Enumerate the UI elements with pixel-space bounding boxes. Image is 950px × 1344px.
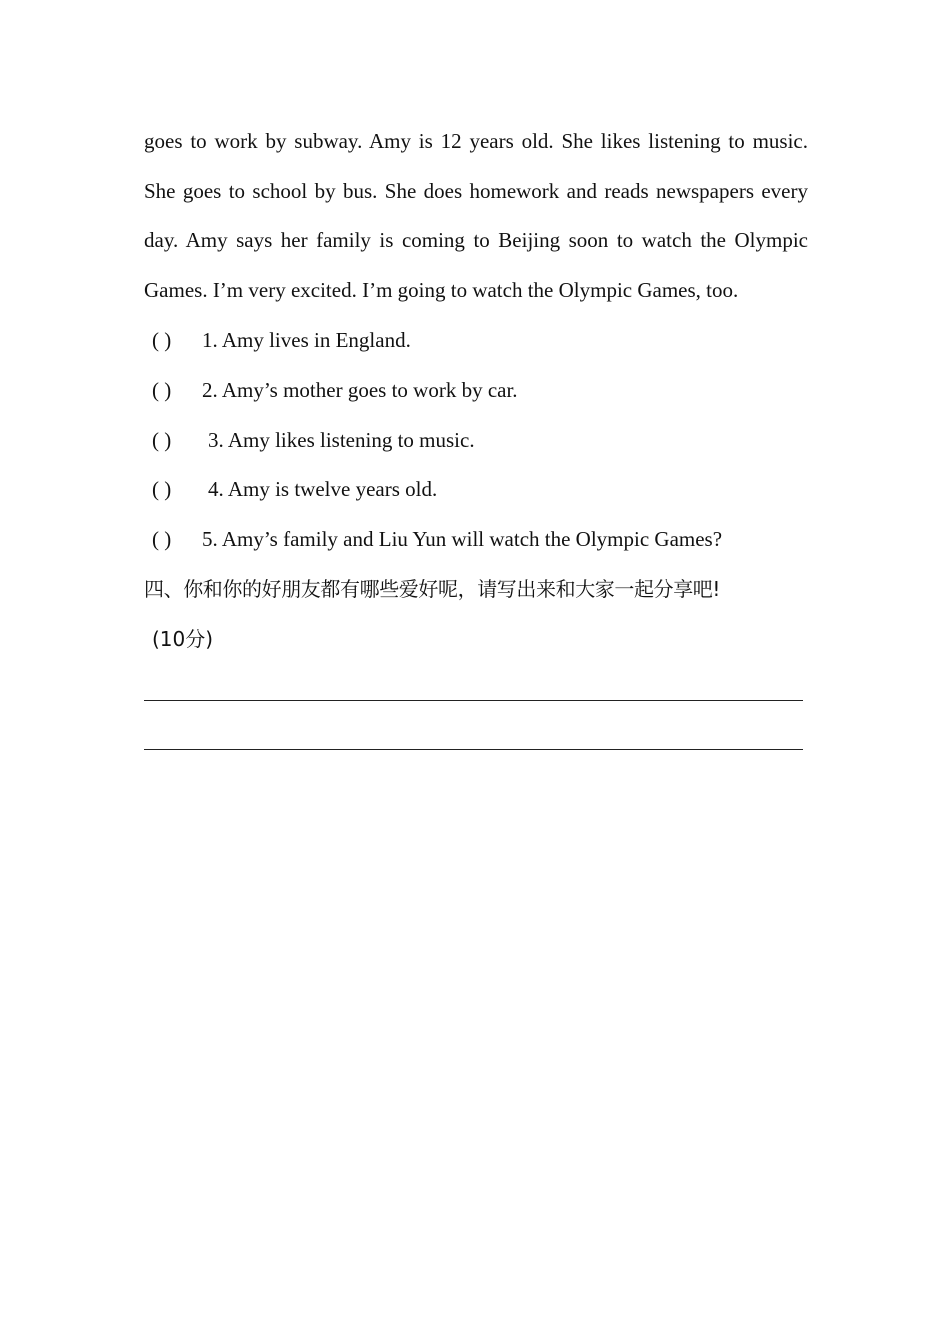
answer-blank[interactable]: ( ): [152, 477, 172, 501]
writing-line[interactable]: [144, 749, 803, 750]
question-text: 1. Amy lives in England.: [202, 328, 411, 352]
question-text: 5. Amy’s family and Liu Yun will watch the Olympic Games?: [202, 527, 723, 551]
question-text: 2. Amy’s mother goes to work by car.: [202, 378, 518, 402]
question-item: [152, 426, 475, 454]
answer-blank[interactable]: ( ): [152, 328, 172, 352]
passage-line-2: She goes to school by bus. She does homework and reads newspapers every: [144, 179, 808, 203]
section-score: (10分): [152, 627, 214, 651]
question-item: [152, 525, 722, 553]
passage-line-1: goes to work by subway. Amy is 12 years old. She likes listening to music.: [144, 129, 808, 153]
question-item: [152, 475, 437, 503]
passage-line-3: day. Amy says her family is coming to Beijing soon to watch the Olympic: [144, 228, 808, 252]
question-text: 3. Amy likes listening to music.: [208, 428, 475, 452]
question-item: [152, 326, 411, 354]
question-item: [152, 376, 518, 404]
answer-blank[interactable]: ( ): [152, 527, 172, 551]
answer-blank[interactable]: ( ): [152, 428, 172, 452]
passage-line-4: Games. I’m very excited. I’m going to watch the Olympic Games, too.: [144, 278, 739, 302]
section-heading: 四、你和你的好朋友都有哪些爱好呢，请写出来和大家一起分享吧!: [144, 577, 721, 601]
writing-line[interactable]: [144, 700, 803, 701]
question-text: 4. Amy is twelve years old.: [208, 477, 438, 501]
answer-blank[interactable]: ( ): [152, 378, 172, 402]
